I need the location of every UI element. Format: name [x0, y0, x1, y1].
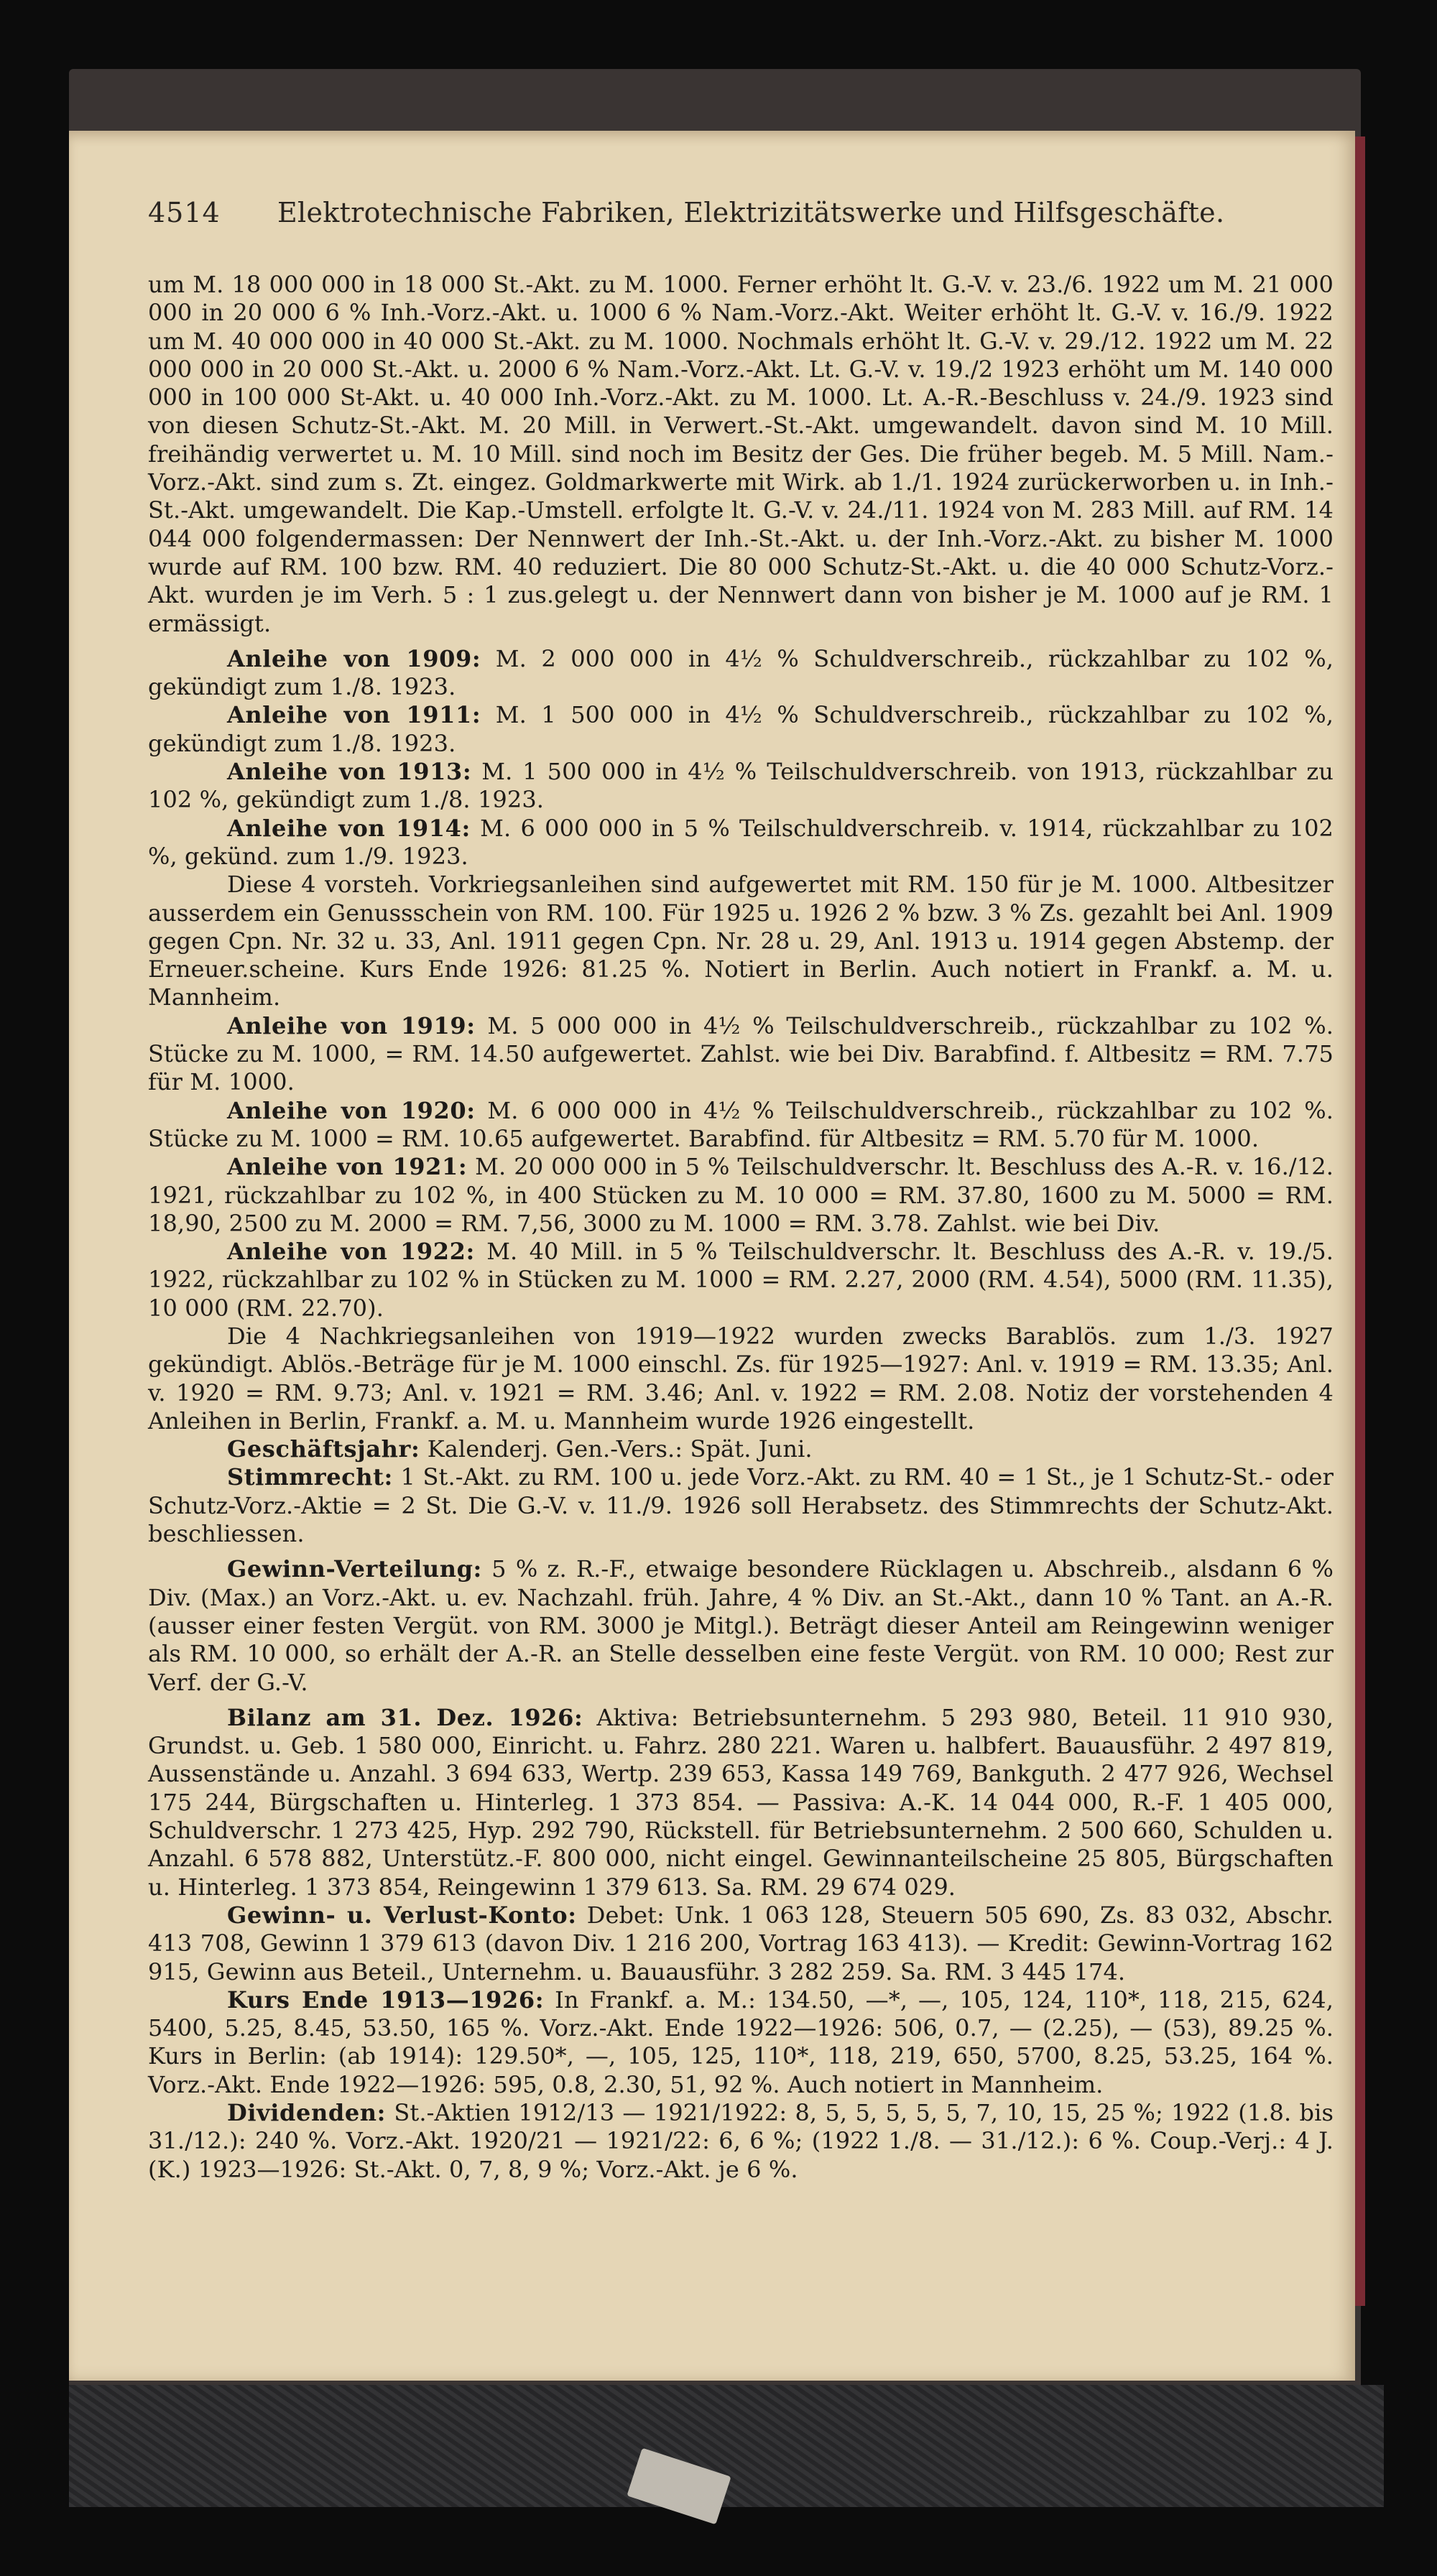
paragraph-bilanz: Bilanz am 31. Dez. 1926: Aktiva: Betriebsunternehm. 5 293 980, Beteil. 11 910 930, Grundst. u. Geb. 1 580 000, Einricht. u. Fahrz. 280 221. Waren u. halbfert. Bauausführ. 2 497 819, Aussenstände u. Anzahl. 3 694 633, Wertp. 239 653, Kassa 149 769, Bankguth. 2 477 926, Wechsel 175 244, Bürgschaften u. Hinterleg. 1 373 854. — Passiva: A.-K. 14 044 000, R.-F. 1 405 000, Schuldverschr. 1 273 425, Hyp. 292 790, Rückstell. für Betriebsunternehm. 2 500 660, Schulden u. Anzahl. 6 578 882, Unterstütz.-F. 800 000, nicht eingel. Gewinnanteilscheine 25 805, Bürgschaften u. Hinterleg. 1 373 854, Reingewinn 1 379 613. Sa. RM. 29 674 029. [148, 1703, 1334, 1901]
paragraph-anleihe-1921: Anleihe von 1921: M. 20 000 000 in 5 % Teilschuldverschr. lt. Beschluss des A.-R. v. 16./12. 1921, rückzahlbar zu 102 %, in 400 Stücken zu M. 10 000 = RM. 37.80, 1600 zu M. 5000 = RM. 18,90, 2500 zu M. 2000 = RM. 7,56, 3000 zu M. 1000 = RM. 3.78. Zahlst. wie bei Div. [148, 1153, 1334, 1237]
paragraph-anleihe-1920: Anleihe von 1920: M. 6 000 000 in 4½ % Teilschuldverschreib., rückzahlbar zu 102 %. Stücke zu M. 1000 = RM. 10.65 aufgewertet. Barabfind. für Altbesitz = RM. 5.70 für M. 1000. [148, 1096, 1334, 1152]
paragraph-anleihe-1914: Anleihe von 1914: M. 6 000 000 in 5 % Teilschuldverschreib. v. 1914, rückzahlbar zu 102 %, gekünd. zum 1./9. 1923. [148, 814, 1334, 870]
paragraph-nachkriegsanleihen: Die 4 Nachkriegsanleihen von 1919—1922 wurden zwecks Barablös. zum 1./3. 1927 gekündigt. Ablös.-Beträge für je M. 1000 einschl. Zs. für 1925—1927: Anl. v. 1919 = RM. 13.35; Anl. v. 1920 = RM. 9.73; Anl. v. 1921 = RM. 3.46; Anl. v. 1922 = RM. 2.08. Notiz der vorstehenden 4 Anleihen in Berlin, Frankf. a. M. u. Mannheim wurde 1926 eingestellt. [148, 1322, 1334, 1435]
page-number: 4514 [148, 197, 221, 228]
paragraph-stimmrecht: Stimmrecht: 1 St.-Akt. zu RM. 100 u. jede Vorz.-Akt. zu RM. 40 = 1 St., je 1 Schutz-St.- oder Schutz-Vorz.-Aktie = 2 St. Die G.-V. v. 11./9. 1926 soll Herabsetz. des Stimmrechts der Schutz-Akt. beschliessen. [148, 1463, 1334, 1548]
paragraph-gewinn-verteilung: Gewinn-Verteilung: 5 % z. R.-F., etwaige besondere Rücklagen u. Abschreib., alsdann 6 % Div. (Max.) an Vorz.-Akt. u. ev. Nachzahl. früh. Jahre, 4 % Div. an St.-Akt., dann 10 % Tant. an A.-R. (ausser einer festen Vergüt. von RM. 3000 je Mitgl.). Beträgt dieser Anteil am Reingewinn weniger als RM. 10 000, so erhält der A.-R. an Stelle desselben eine feste Vergüt. von RM. 10 000; Rest zur Verf. der G.-V. [148, 1555, 1334, 1696]
paragraph-anleihe-1913: Anleihe von 1913: M. 1 500 000 in 4½ % Teilschuldverschreib. von 1913, rückzahlbar zu 102 %, gekündigt zum 1./8. 1923. [148, 758, 1334, 814]
paragraph-anleihe-1922: Anleihe von 1922: M. 40 Mill. in 5 % Teilschuldverschr. lt. Beschluss des A.-R. v. 19./5. 1922, rückzahlbar zu 102 % in Stücken zu M. 1000 = RM. 2.27, 2000 (RM. 4.54), 5000 (RM. 11.35), 10 000 (RM. 22.70). [148, 1238, 1334, 1322]
paragraph-vorkriegsanleihen: Diese 4 vorsteh. Vorkriegsanleihen sind aufgewertet mit RM. 150 für je M. 1000. Altbesitzer ausserdem ein Genussschein von RM. 100. Für 1925 u. 1926 2 % bzw. 3 % Zs. gezahlt bei Anl. 1909 gegen Cpn. Nr. 32 u. 33, Anl. 1911 gegen Cpn. Nr. 28 u. 29, Anl. 1913 u. 1914 gegen Abstemp. der Erneuer.scheine. Kurs Ende 1926: 81.25 %. Notiert in Berlin. Auch notiert in Frankf. a. M. u. Mannheim. [148, 871, 1334, 1011]
page-header [148, 197, 1312, 240]
paragraph-dividenden: Dividenden: St.-Aktien 1912/13 — 1921/1922: 8, 5, 5, 5, 5, 5, 7, 10, 15, 25 %; 1922 (1.8. bis 31./12.): 240 %. Vorz.-Akt. 1920/21 — 1921/22: 6, 6 %; (1922 1./8. — 31./12.): 6 %. Coup.-Verj.: 4 J. (K.) 1923—1926: St.-Akt. 0, 7, 8, 9 %; Vorz.-Akt. je 6 %. [148, 2099, 1334, 2183]
paragraph-anleihe-1911: Anleihe von 1911: M. 1 500 000 in 4½ % Schuldverschreib., rückzahlbar zu 102 %, gekündigt zum 1./8. 1923. [148, 701, 1334, 757]
paragraph-gewinn-verlust-konto: Gewinn- u. Verlust-Konto: Debet: Unk. 1 063 128, Steuern 505 690, Zs. 83 032, Abschr. 413 708, Gewinn 1 379 613 (davon Div. 1 216 200, Vortrag 163 413). — Kredit: Gewinn-Vortrag 162 915, Gewinn aus Beteil., Unternehm. u. Bauausführ. 3 282 259. Sa. RM. 3 445 174. [148, 1901, 1334, 1986]
paragraph-capital-history: um M. 18 000 000 in 18 000 St.-Akt. zu M. 1000. Ferner erhöht lt. G.-V. v. 23./6. 1922 um M. 21 000 000 in 20 000 6 % Inh.-Vorz.-Akt. u. 1000 6 % Nam.-Vorz.-Akt. Weiter erhöht lt. G.-V. v. 16./9. 1922 um M. 40 000 000 in 40 000 St.-Akt. zu M. 1000. Nochmals erhöht lt. G.-V. v. 29./12. 1922 um M. 22 000 000 in 20 000 St.-Akt. u. 2000 6 % Nam.-Vorz.-Akt. Lt. G.-V. v. 19./2 1923 erhöht um M. 140 000 000 in 100 000 St-Akt. u. 40 000 Inh.-Vorz.-Akt. zu M. 1000. Lt. A.-R.-Beschluss v. 24./9. 1923 sind von diesen Schutz-St.-Akt. M. 20 Mill. in Verwert.-St.-Akt. umgewandelt. davon sind M. 10 Mill. freihändig verwertet u. M. 10 Mill. sind noch im Besitz der Ges. Die früher begeb. M. 5 Mill. Nam.-Vorz.-Akt. sind zum s. Zt. eingez. Goldmarkwerte mit Wirk. ab 1./1. 1924 zurückerworben u. in Inh.-St.-Akt. umgewandelt. Die Kap.-Umstell. erfolgte lt. G.-V. v. 24./11. 1924 von M. 283 Mill. auf RM. 14 044 000 folgendermassen: Der Nennwert der Inh.-St.-Akt. u. der Inh.-Vorz.-Akt. zu bisher M. 1000 wurde auf RM. 100 bzw. RM. 40 reduziert. Die 80 000 Schutz-St.-Akt. u. die 40 000 Schutz-Vorz.-Akt. wurden je im Verh. 5 : 1 zus.gelegt u. der Nennwert dann von bisher je M. 1000 auf je RM. 1 ermässigt. [148, 271, 1334, 637]
paragraph-anleihe-1919: Anleihe von 1919: M. 5 000 000 in 4½ % Teilschuldverschreib., rückzahlbar zu 102 %. Stücke zu M. 1000, = RM. 14.50 aufgewertet. Zahlst. wie bei Div. Barabfind. f. Altbesitz = RM. 7.75 für M. 1000. [148, 1011, 1334, 1096]
book-page [69, 131, 1355, 2381]
page-body [148, 271, 1334, 2184]
running-title: Elektrotechnische Fabriken, Elektrizitätswerke und Hilfsgeschäfte. [277, 197, 1225, 228]
paragraph-geschaeftsjahr: Geschäftsjahr: Kalenderj. Gen.-Vers.: Spät. Juni. [227, 1435, 813, 1463]
paragraph-kurs: Kurs Ende 1913—1926: In Frankf. a. M.: 134.50, —*, —, 105, 124, 110*, 118, 215, 624, 5400, 5.25, 8.45, 53.50, 165 %. Vorz.-Akt. Ende 1922—1926: 506, 0.7, — (2.25), — (53), 89.25 %. Kurs in Berlin: (ab 1914): 129.50*, —, 105, 125, 110*, 118, 219, 650, 5700, 8.25, 53.25, 164 %. Vorz.-Akt. Ende 1922—1926: 595, 0.8, 2.30, 51, 92 %. Auch notiert in Mannheim. [148, 1986, 1334, 2098]
paragraph-anleihe-1909: Anleihe von 1909: M. 2 000 000 in 4½ % Schuldverschreib., rückzahlbar zu 102 %, gekündigt zum 1./8. 1923. [148, 644, 1334, 701]
